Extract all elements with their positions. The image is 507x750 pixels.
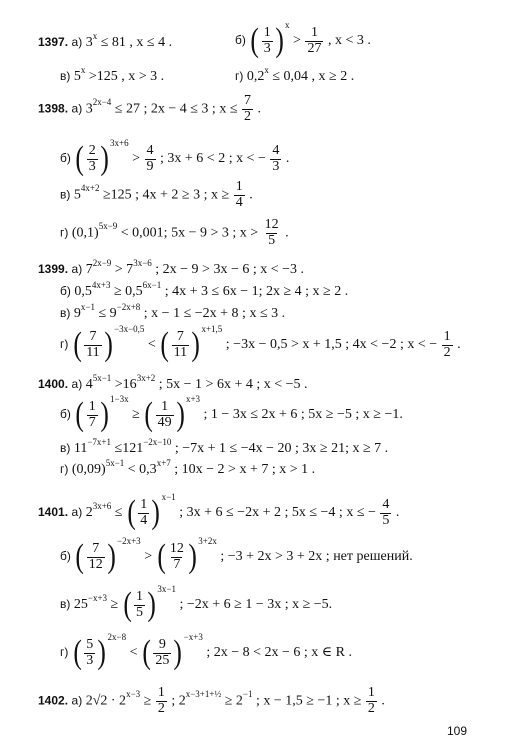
problem-1399-g: г) ( $\frac{7}{11}$ ) $^{-3x-0,5}$ < ( $\frac{7}{11}$ ) $^{x+1,5}$ ; −3x − 0,5 > x + 1,5 ; 4x < −2 ; x < − $\frac{1}{2}$ . bbox=[60, 324, 461, 363]
problem-1399-b: б) $0,5^{4x+3} \ge 0,5^{6x-1}$ ; 4x + 3 ≤ 6x − 1; 2x ≥ 4 ; x ≥ 2 . bbox=[60, 280, 349, 299]
problem-1397-v: в) 5$^x$ >125 , x > 3 . bbox=[60, 65, 165, 84]
problem-1398-v: в) $5^{4x+2} \ge 125$ ; 4x + 2 ≥ 3 ; x ≥ $\frac{1}{4}$ . bbox=[60, 179, 253, 210]
problem-1401-b: б) ( $\frac{7}{12}$ ) $^{-2x+3}$ > ( $\frac{12}{7}$ ) $^{3+2x}$ ; −3 + 2x > 3 + 2x ; нет решений. bbox=[60, 536, 413, 575]
problem-1397-g: г) 0,2$^x$ ≤ 0,04 , x ≥ 2 . bbox=[235, 65, 355, 84]
problem-1400-a: 1400. а) $4^{5x-1} >16^{3x+2}$ ; 5x − 1 > 6x + 4 ; x < −5 . bbox=[38, 373, 308, 392]
problem-1401-a: 1401. а) $2^{3x+6}$ ≤ ( $\frac{1}{4}$ ) $^{x-1}$ ; 3x + 6 ≤ −2x + 2 ; 5x ≤ −4 ; x ≤ − $\frac{4}{5}$ . bbox=[38, 492, 400, 531]
problem-1398-a: 1398. а) $3^{2x-4} \le 27$ ; 2x − 4 ≤ 3 ; x ≤ $\frac{7}{2}$ . bbox=[38, 93, 262, 124]
problem-1400-b: б) ( $\frac{1}{7}$ ) $^{1-3x}$ ≥ ( $\frac{1}{49}$ ) $^{x+3}$ ; 1 − 3x ≤ 2x + 6 ; 5x ≥ −5 ; x ≥ −1. bbox=[60, 394, 403, 433]
problem-1400-g: г) $(0,09)^{5x-1} < 0,3^{x+7}$ ; 10x − 2 > x + 7 ; x > 1 . bbox=[60, 458, 316, 477]
problem-number: 1397. bbox=[38, 35, 69, 49]
page-number: 109 bbox=[446, 724, 467, 738]
problem-1400-v: в) $11^{-7x+1} \le 121^{-2x-10}$ ; −7x + 1 ≤ −4x − 20 ; 3x ≥ 21; x ≥ 7 . bbox=[60, 437, 389, 456]
problem-1401-g: г) ( $\frac{5}{3}$ ) $^{2x-8}$ < ( $\frac{9}{25}$ ) $^{-x+3}$ ; 2x − 8 < 2x − 6 ; x ∈ R . bbox=[60, 632, 352, 671]
problem-1398-b: б) ( $\frac{2}{3}$ ) $^{3x+6}$ > $\frac{4}{9}$ ; 3x + 6 < 2 ; x < − $\frac{4}{3}$ . bbox=[60, 138, 290, 177]
problem-1401-v: в) $25^{-x+3}$ ≥ ( $\frac{1}{5}$ ) $^{3x-1}$ ; −2x + 6 ≥ 1 − 3x ; x ≥ −5. bbox=[60, 584, 333, 623]
problem-1398-g: г) $(0,1)^{5x-9} < 0,001$; 5x − 9 > 3 ; x > $\frac{12}{5}$ . bbox=[60, 217, 289, 248]
problem-1397-a: 1397. а) 3$^x$ ≤ 81 , x ≤ 4 . bbox=[38, 31, 173, 50]
problem-1402-a: 1402. а) $2√2 \cdot 2^{x-3}$ ≥ $\frac{1}{2}$ ; $2^{x-3+1+\frac{1}{2}} \ge 2^{-1}$ ; x − 1,5 ≥ −1 ; x ≥ $\frac{1}{2}$ . bbox=[38, 685, 385, 716]
problem-1397-b: б) ( $\frac{1}{3}$ ) $^x$ > $\frac{1}{27}$ , x < 3 . bbox=[235, 20, 371, 59]
problem-1399-a: 1399. а) $7^{2x-9} > 7^{3x-6}$ ; 2x − 9 > 3x − 6 ; x < −3 . bbox=[38, 258, 305, 277]
problem-1399-v: в) $9^{x-1} \le 9^{-2x+8}$ ; x − 1 ≤ −2x + 8 ; x ≤ 3 . bbox=[60, 302, 286, 321]
